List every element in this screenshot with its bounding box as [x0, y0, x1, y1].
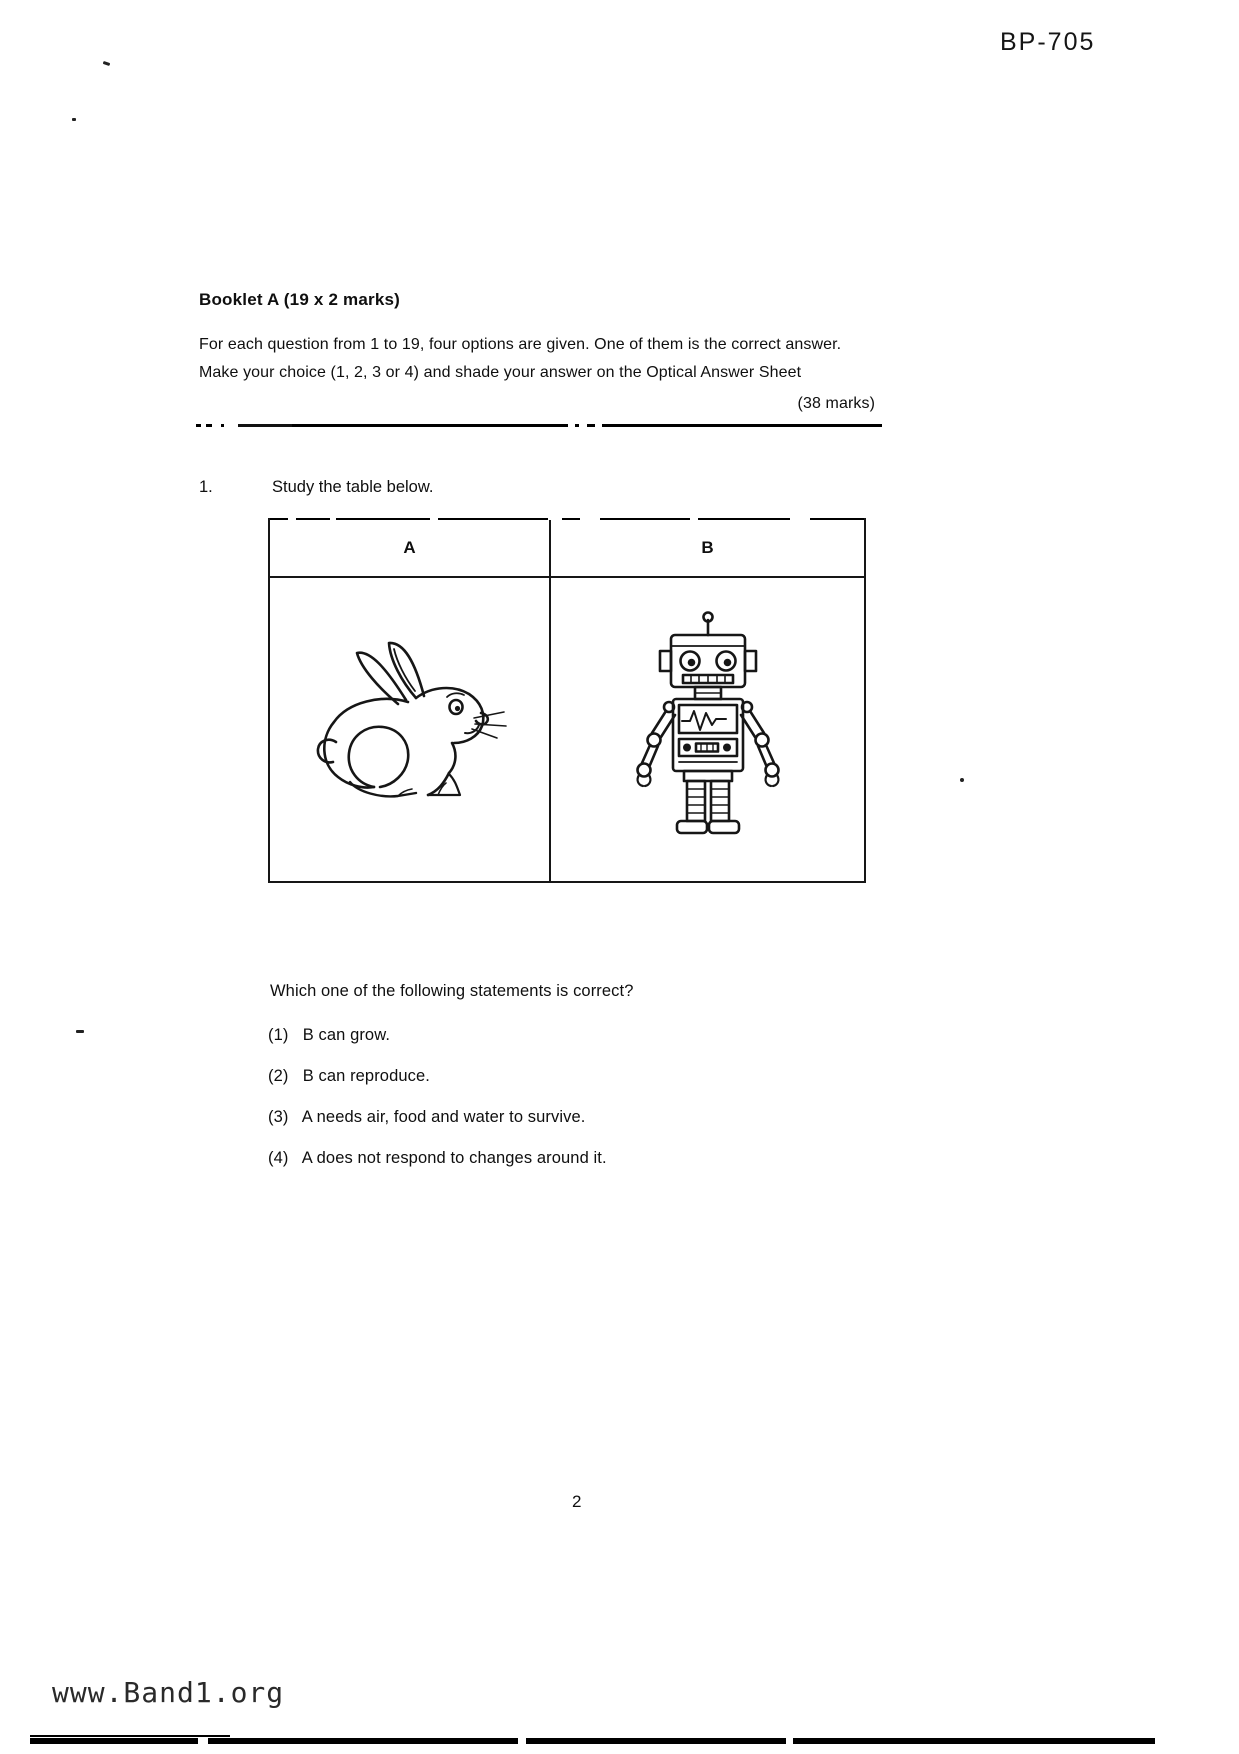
option-1-text: B can grow.: [302, 1026, 391, 1044]
option-2: [268, 1067, 607, 1086]
option-4-text: A does not respond to changes around it.: [301, 1149, 607, 1167]
option-4: [268, 1149, 607, 1168]
table-cell-a: [270, 578, 551, 881]
table-cell-b: [551, 578, 864, 881]
question-1: [199, 478, 433, 497]
rabbit-illustration: [294, 634, 526, 812]
option-2-text: B can reproduce.: [302, 1067, 430, 1085]
table-header-a: A: [270, 520, 551, 576]
instructions-line-2: Make your choice (1, 2, 3 or 4) and shade your answer on the Optical Answer Sheet: [199, 364, 802, 381]
watermark-url: www.Band1.org: [52, 1676, 285, 1709]
robot-illustration: [622, 609, 794, 845]
paper-code: BP-705: [1000, 28, 1096, 56]
question-table: [268, 518, 866, 883]
option-1-label: (1): [268, 1026, 289, 1044]
scan-artifact: [960, 778, 964, 782]
booklet-title: Booklet A (19 x 2 marks): [199, 290, 401, 309]
question-number: 1.: [199, 478, 213, 496]
page-number: 2: [572, 1492, 582, 1511]
scan-artifact: [103, 61, 111, 66]
instructions-block: [199, 331, 879, 418]
option-3-text: A needs air, food and water to survive.: [301, 1108, 586, 1126]
option-3: [268, 1108, 607, 1127]
answer-options: [268, 1026, 607, 1168]
option-1: [268, 1026, 607, 1045]
question-prompt: Study the table below.: [272, 478, 434, 496]
question-text: Which one of the following statements is correct?: [270, 982, 634, 1000]
marks-total: (38 marks): [797, 395, 875, 412]
instructions-line-1: For each question from 1 to 19, four options are given. One of them is the correct answer.: [199, 336, 842, 353]
bottom-scan-line: [30, 1738, 1155, 1744]
option-3-label: (3): [268, 1108, 289, 1126]
bottom-scan-line-thin: [30, 1735, 230, 1737]
option-4-label: (4): [268, 1149, 289, 1167]
scan-artifact: [72, 118, 76, 121]
scan-artifact: [76, 1030, 84, 1033]
table-header-b: B: [701, 538, 714, 557]
table-body-row: [270, 578, 864, 881]
option-2-label: (2): [268, 1067, 289, 1085]
table-header-row: [270, 520, 864, 578]
section-divider: [196, 424, 882, 427]
